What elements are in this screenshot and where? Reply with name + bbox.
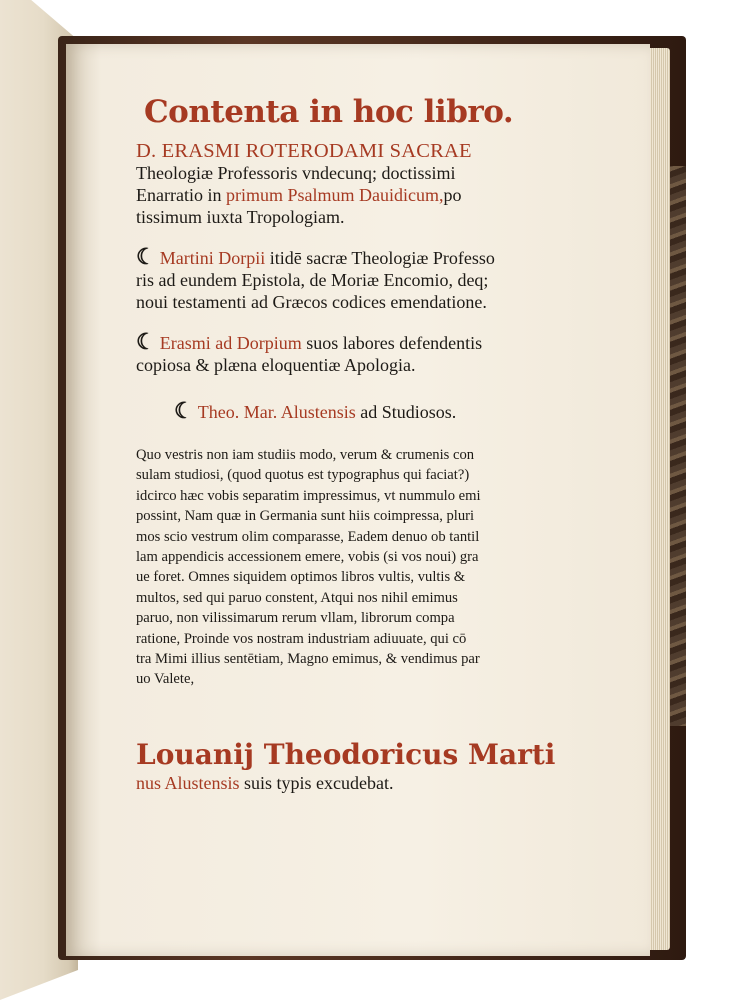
entry-text: po [443, 185, 462, 205]
pilcrow-mark: ☾ [136, 244, 156, 270]
entry-line [136, 331, 536, 354]
entry-line [136, 246, 536, 269]
entry-line [174, 400, 536, 423]
address-to-readers [136, 445, 536, 690]
entry-rubric: Theo. Mar. Alustensis [197, 402, 356, 422]
page-title: Contenta in hoc libro. [144, 94, 514, 130]
imprint-printer: nus Alustensis [136, 772, 240, 793]
entry-line: D. ERASMI ROTERODAMI SACRAE [136, 140, 472, 162]
entry-line: noui testamenti ad Græcos codices emendatione. [136, 292, 487, 312]
pilcrow-mark: ☾ [136, 329, 156, 355]
entry-line [136, 184, 536, 206]
entry-rubric: Erasmi ad Dorpium [159, 333, 302, 353]
entry-line: ris ad eundem Epistola, de Moriæ Encomio, deq; [136, 270, 489, 290]
body-line: ue foret. Omnes siquidem optimos libros vultis, vultis & [136, 569, 466, 586]
contents-entry-dorpius-epistola [136, 246, 536, 313]
body-line: idcirco hæc vobis separatim impressimus, vt nummulo emi [136, 487, 481, 504]
imprint [136, 737, 556, 795]
imprint-text: suis typis excudebat. [239, 772, 394, 793]
entry-text: suos labores defendentis [301, 333, 483, 353]
title-page-text [136, 92, 556, 795]
entry-rubric: primum Psalmum Dauidicum, [225, 185, 444, 205]
body-line: lam appendicis accessionem emere, vobis (si vos noui) gra [136, 549, 479, 566]
entry-line: Theologiæ Professoris vndecunq; doctissimi [136, 163, 456, 183]
body-line: paruo, non vilissimarum rerum vllam, librorum compa [136, 610, 455, 627]
entry-text: itidē sacræ Theologiæ Professo [265, 248, 495, 268]
pilcrow-mark: ☾ [174, 398, 194, 424]
contents-entry-erasmus-apologia [136, 331, 536, 376]
body-line: tra Mimi illius sentētiam, Magno emimus, & vendimus par [136, 651, 480, 668]
entry-rubric: Martini Dorpii [159, 248, 266, 268]
entry-text: Enarratio in [136, 185, 226, 205]
body-line: uo Valete, [136, 671, 195, 688]
body-line: possint, Nam quæ in Germania sunt hiis coimpressa, pluri [136, 508, 475, 525]
body-line: multos, sed qui paruo constent, Atqui nos nihil emimus [136, 589, 458, 606]
imprint-line: Louanij Theodoricus Marti [136, 737, 556, 771]
body-line: mos scio vestrum olim comparasse, Eadem denuo ob tantil [136, 528, 480, 545]
entry-line: copiosa & plæna eloquentiæ Apologia. [136, 355, 416, 375]
entry-text: ad Studiosos. [355, 402, 457, 422]
contents-entry-erasmus-enarratio [136, 140, 536, 228]
body-line: Quo vestris non iam studiis modo, verum & crumenis con [136, 447, 475, 463]
imprint-line [136, 772, 536, 795]
contents-entry-martens-ad-studiosos [136, 400, 536, 423]
entry-line: tissimum iuxta Tropologiam. [136, 207, 345, 227]
body-line: ratione, Proinde vos nostram industriam adiuuate, qui cō [136, 630, 467, 647]
body-line: sulam studiosi, (quod quotus est typographus qui faciat?) [136, 467, 470, 484]
